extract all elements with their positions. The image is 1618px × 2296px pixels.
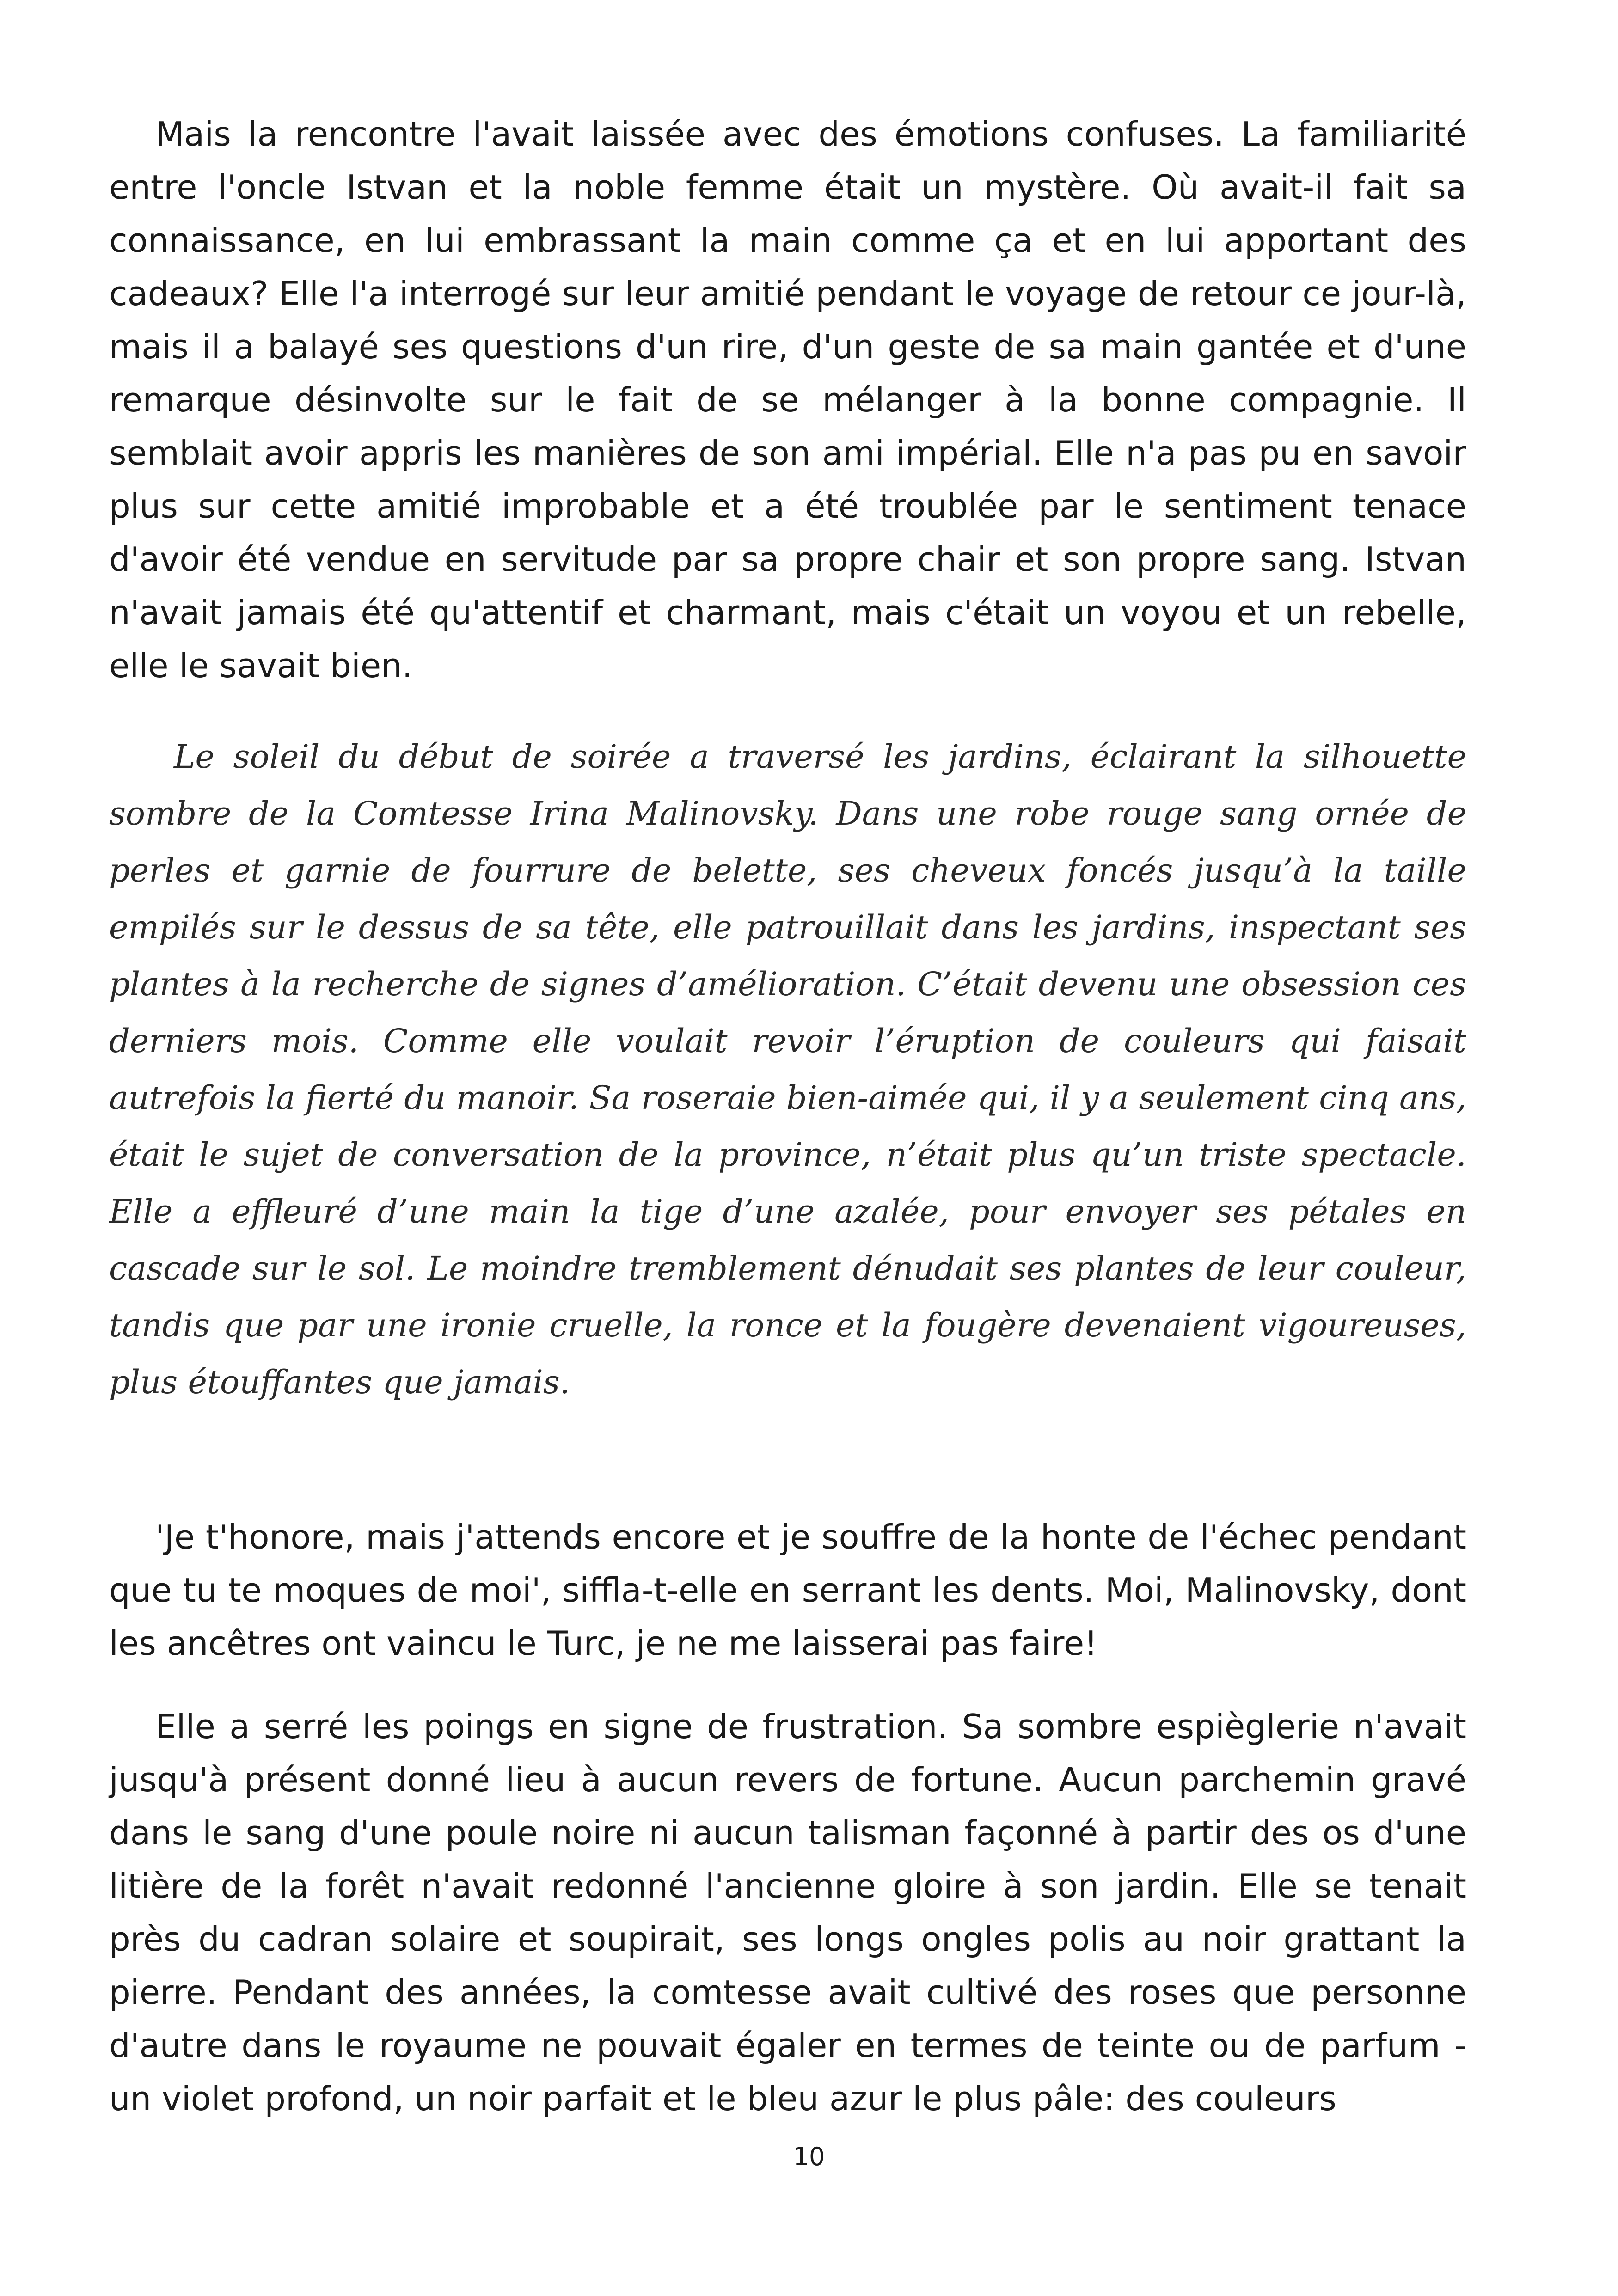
paragraph-frustration: Elle a serré les poings en signe de frustration. Sa sombre espièglerie n'avait jusqu'à présent donné lieu à aucun revers de fortune. Aucun parchemin gravé dans le sang d'une poule noire ni aucun talisman façonné à partir des os d'une litière de la forêt n'avait redonné l'ancienne gloire à son jardin. Elle se tenait près du cadran solaire et soupirait, ses longs ongles polis au noir grattant la pierre. Pendant des années, la comtesse avait cultivé des roses que personne d'autre dans le royaume ne pouvait égaler en termes de teinte ou de parfum - un violet profond, un noir parfait et le bleu azur le plus pâle: des couleurs xyxy=(109,1707,1466,2118)
paragraph-hissed-oath: 'Je t'honore, mais j'attends encore et je souffre de la honte de l'échec pendant que tu te moques de moi', siffla-t-elle en serrant les dents. Moi, Malinovsky, dont les ancêtres ont vaincu le Turc, je ne me laisserai pas faire! xyxy=(109,1518,1466,1663)
page-number: 10 xyxy=(793,2142,825,2171)
paragraph-uncle-istvan: Mais la rencontre l'avait laissée avec des émotions confuses. La familiarité entre l'oncle Istvan et la noble femme était un mystère. Où avait-il fait sa connaissance, en lui embrassant la main comme ça et en lui apportant des cadeaux? Elle l'a interrogé sur leur amitié pendant le voyage de retour ce jour-là, mais il a balayé ses questions d'un rire, d'un geste de sa main gantée et d'une remarque désinvolte sur le fait de se mélanger à la bonne compagnie. Il semblait avoir appris les manières de son ami impérial. Elle n'a pas pu en savoir plus sur cette amitié improbable et a été troublée par le sentiment tenace d'avoir été vendue en servitude par sa propre chair et son propre sang. Istvan n'avait jamais été qu'attentif et charmant, mais c'était un voyou et un rebelle, elle le savait bien. xyxy=(109,115,1466,685)
paragraph-countess-garden-italic: Le soleil du début de soirée a traversé les jardins, éclairant la silhouette sombre de la Comtesse Irina Malinovsky. Dans une robe rouge sang ornée de perles et garnie de fourrure de belette, ses cheveux foncés jusqu’à la taille empilés sur le dessus de sa tête, elle patrouillait dans les jardins, inspectant ses plantes à la recherche de signes d’amélioration. C’était devenu une obsession ces derniers mois. Comme elle voulait revoir l’éruption de couleurs qui faisait autrefois la fierté du manoir. Sa roseraie bien-aimée qui, il y a seulement cinq ans, était le sujet de conversation de la province, n’était plus qu’un triste spectacle. Elle a effleuré d’une main la tige d’une azalée, pour envoyer ses pétales en cascade sur le sol. Le moindre tremblement dénudait ses plantes de leur couleur, tandis que par une ironie cruelle, la ronce et la fougère devenaient vigoureuses, plus étouffantes que jamais. xyxy=(109,738,1466,1401)
